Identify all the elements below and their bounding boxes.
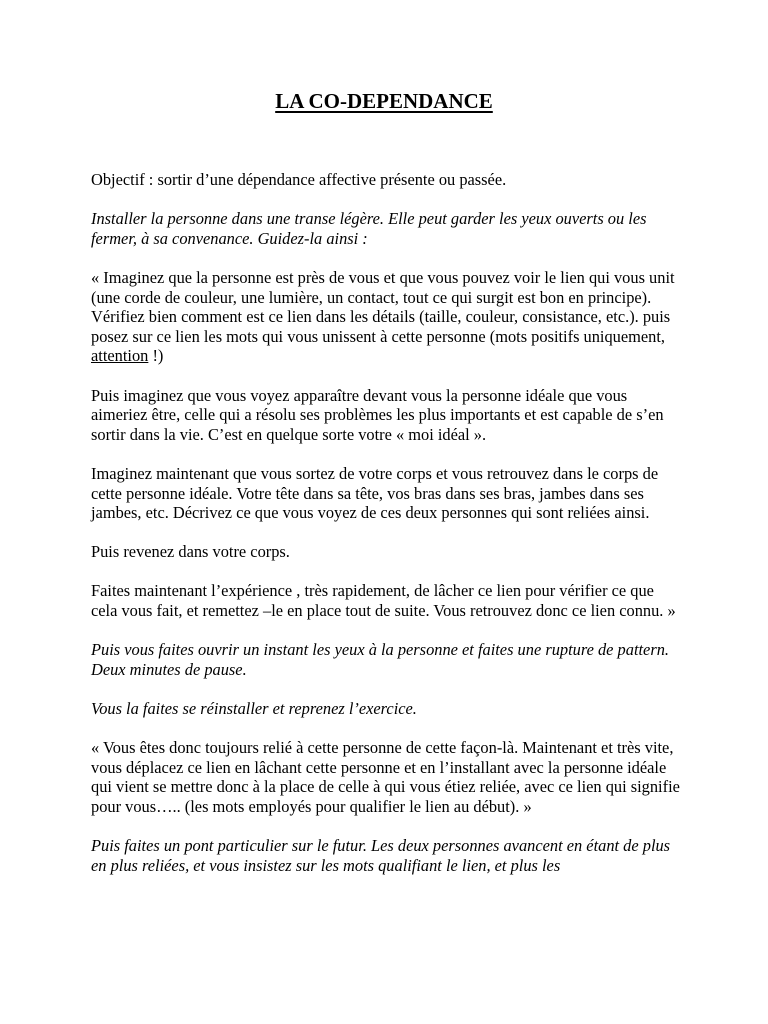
document-title: LA CO-DEPENDANCE bbox=[275, 89, 493, 113]
document-body bbox=[91, 170, 681, 895]
paragraph-move-link: « Vous êtes donc toujours relié à cette personne de cette façon-là. Maintenant et très vite, vous déplacez ce lien en lâchant cette personne et en l’installant avec la personne idéale qui vient se mettre donc à la place de celle à qui vous étiez reliée, avec ce lien qui signifie pour vous….. (les mots employés pour qualifier le lien au début). » bbox=[91, 738, 680, 816]
paragraph-enter-ideal-body: Imaginez maintenant que vous sortez de votre corps et vous retrouvez dans le corps de cette personne idéale. Votre tête dans sa tête, vos bras dans ses bras, jambes dans ses jambes, etc. Décrivez ce que vous voyez de ces deux personnes qui sont reliées ainsi. bbox=[91, 463, 659, 523]
paragraph-pattern-break: Puis vous faites ouvrir un instant les yeux à la personne et faites une rupture de pattern. Deux minutes de pause. bbox=[91, 640, 669, 679]
paragraph-instruction-trance: Installer la personne dans une transe légère. Elle peut garder les yeux ouverts ou les fermer, à sa convenance. Guidez-la ainsi : bbox=[91, 209, 647, 248]
paragraph-release-link: Faites maintenant l’expérience , très rapidement, de lâcher ce lien pour vérifier ce que cela vous fait, et remettez –le en place tout de suite. Vous retrouvez donc ce lien connu. » bbox=[91, 581, 676, 621]
paragraph-future-pace: Puis faites un pont particulier sur le futur. Les deux personnes avancent en étant de plus en plus reliées, et vous insistez sur les mots qualifiant le lien, et plus les bbox=[91, 836, 671, 875]
paragraph-ideal-self: Puis imaginez que vous voyez apparaître devant vous la personne idéale que vous aimeriez être, celle qui a résolu ses problèmes les plus importants et est capable de s’en sortir dans la vie. C’est en quelque sorte votre « moi idéal ». bbox=[91, 385, 664, 444]
paragraph-imagine-link-text: « Imaginez que la personne est près de vous et que vous pouvez voir le lien qui vous unit (une corde de couleur, une lumière, un contact, tout ce qui surgit est bon en principe). Vérifiez bien comment est ce lien dans les détails (taille, couleur, consistance, etc.). puis posez sur ce lien les mots qui vous unissent à cette personne (mots positifs uniquement, bbox=[91, 267, 675, 346]
paragraph-objective: Objectif : sortir d’une dépendance affective présente ou passée. bbox=[91, 170, 507, 189]
paragraph-imagine-link-end: !) bbox=[148, 346, 164, 366]
underlined-word-attention: attention bbox=[91, 346, 149, 366]
paragraph-imagine-link bbox=[91, 268, 681, 366]
paragraph-return-body: Puis revenez dans votre corps. bbox=[91, 542, 290, 562]
paragraph-reinstall: Vous la faites se réinstaller et reprenez l’exercice. bbox=[91, 699, 417, 719]
